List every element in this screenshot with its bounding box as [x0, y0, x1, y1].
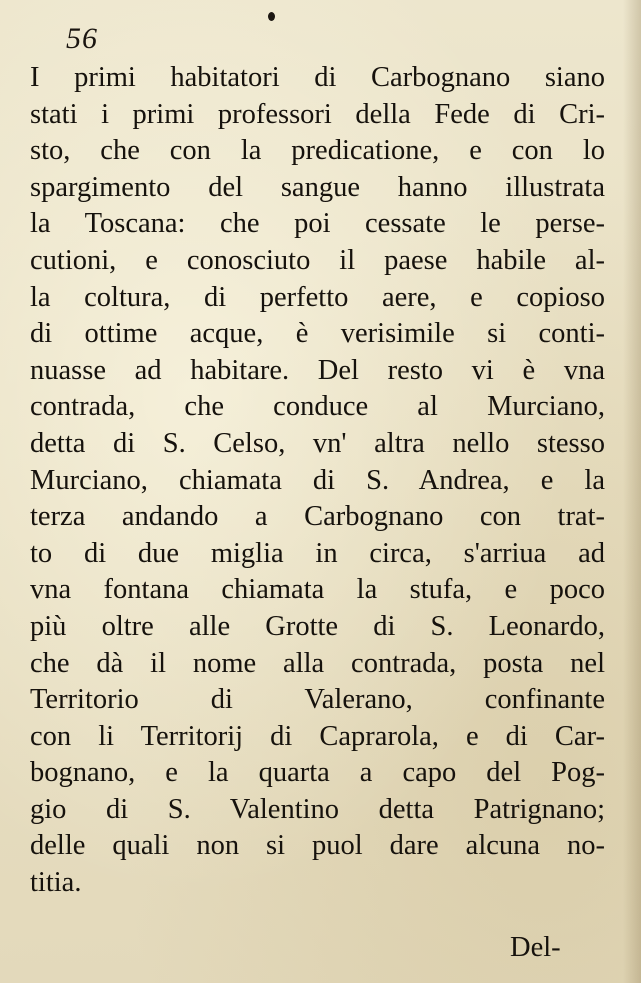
- page-number: 56: [66, 22, 98, 55]
- text-line: vna fontana chiamata la stufa, e poco: [30, 574, 605, 606]
- text-line: bognano, e la quarta a capo del Pog-: [30, 757, 605, 789]
- text-line: cutioni, e conosciuto il paese habile al-: [30, 244, 605, 276]
- text-line: titia.: [30, 867, 82, 899]
- body-text: [30, 60, 605, 902]
- text-line: contrada, che conduce al Murciano,: [30, 391, 605, 423]
- text-line: nuasse ad habitare. Del resto vi è vna: [30, 354, 605, 386]
- text-line: I primi habitatori di Carbognano siano: [30, 62, 605, 93]
- ink-dot: [268, 12, 275, 21]
- catchword: Del-: [510, 932, 561, 963]
- page-edge-shadow: [623, 0, 641, 983]
- text-line: sto, che con la predicatione, e con lo: [30, 135, 605, 167]
- text-line: detta di S. Celso, vn' altra nello stesso: [30, 427, 605, 459]
- text-line: con li Territorij di Caprarola, e di Car-: [30, 720, 605, 752]
- text-line: delle quali non si puol dare alcuna no-: [30, 830, 605, 862]
- text-line: più oltre alle Grotte di S. Leonardo,: [30, 610, 605, 642]
- text-line: stati i primi professori della Fede di Cri-: [30, 98, 605, 130]
- text-line: spargimento del sangue hanno illustrata: [30, 171, 605, 203]
- text-line: Territorio di Valerano, confinante: [30, 684, 605, 716]
- text-line: to di due miglia in circa, s'arriua ad: [30, 537, 605, 569]
- text-line: la coltura, di perfetto aere, e copioso: [30, 281, 605, 313]
- text-line: gio di S. Valentino detta Patrignano;: [30, 793, 605, 825]
- text-line: Murciano, chiamata di S. Andrea, e la: [30, 464, 605, 496]
- text-line: di ottime acque, è verisimile si conti-: [30, 318, 605, 350]
- text-line: terza andando a Carbognano con trat-: [30, 501, 605, 533]
- text-line: la Toscana: che poi cessate le perse-: [30, 208, 605, 240]
- text-line: che dà il nome alla contrada, posta nel: [30, 647, 605, 679]
